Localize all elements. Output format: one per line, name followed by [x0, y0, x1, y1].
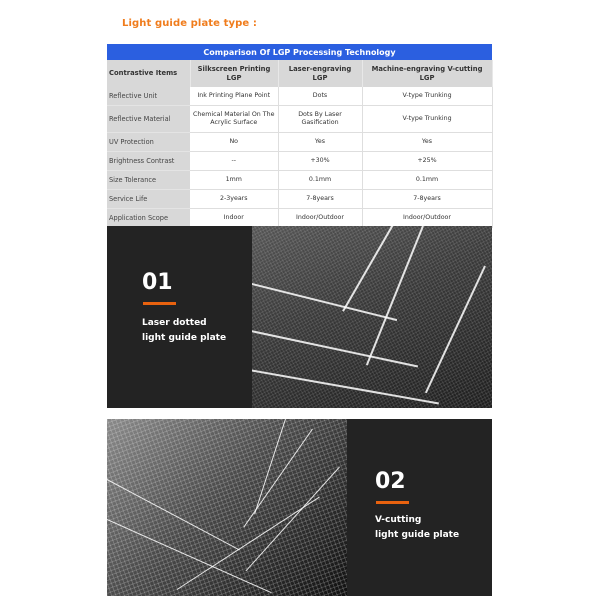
accent-bar: [143, 302, 176, 305]
cell-laser: 0.1mm: [278, 171, 362, 190]
cell-silkscreen: Ink Printing Plane Point: [190, 87, 278, 106]
cell-vcut: 7-8years: [362, 190, 492, 209]
laser-dotted-plate-image: [252, 226, 492, 408]
table-title: Comparison Of LGP Processing Technology: [107, 44, 492, 60]
row-label: Application Scope: [107, 209, 190, 228]
header-silkscreen: Silkscreen Printing LGP: [190, 60, 278, 87]
caption-line-1: V-cutting: [375, 515, 422, 525]
row-label: Reflective Unit: [107, 87, 190, 106]
cell-silkscreen: 1mm: [190, 171, 278, 190]
table-row: [107, 190, 492, 209]
row-label: Brightness Contrast: [107, 152, 190, 171]
accent-bar: [376, 501, 409, 504]
cell-vcut: Indoor/Outdoor: [362, 209, 492, 228]
table-row: [107, 152, 492, 171]
row-label: Service Life: [107, 190, 190, 209]
cell-silkscreen: --: [190, 152, 278, 171]
header-contrastive-items: Contrastive Items: [107, 60, 190, 87]
comparison-table: [107, 44, 492, 228]
cell-laser: +30%: [278, 152, 362, 171]
cell-silkscreen: Chemical Material On The Acrylic Surface: [190, 106, 278, 133]
table-row: [107, 171, 492, 190]
panel-laser-dotted: [107, 226, 492, 408]
cell-vcut: V-type Trunking: [362, 87, 492, 106]
cell-vcut: V-type Trunking: [362, 106, 492, 133]
row-label: Reflective Material: [107, 106, 190, 133]
row-label: Size Tolerance: [107, 171, 190, 190]
cell-silkscreen: 2-3years: [190, 190, 278, 209]
panel-number: 02: [375, 469, 406, 494]
caption-line-1: Laser dotted: [142, 318, 207, 328]
row-label: UV Protection: [107, 133, 190, 152]
cell-laser: Indoor/Outdoor: [278, 209, 362, 228]
table-row: [107, 133, 492, 152]
cell-vcut: 0.1mm: [362, 171, 492, 190]
header-vcut: Machine-engraving V-cutting LGP: [362, 60, 492, 87]
cell-laser: Dots: [278, 87, 362, 106]
header-laser: Laser-engraving LGP: [278, 60, 362, 87]
panel-text-area: [107, 226, 252, 408]
cell-laser: Yes: [278, 133, 362, 152]
section-title: Light guide plate type :: [122, 18, 257, 29]
table-row: [107, 106, 492, 133]
cell-laser: Dots By Laser Gasification: [278, 106, 362, 133]
cell-vcut: Yes: [362, 133, 492, 152]
cell-vcut: +25%: [362, 152, 492, 171]
table-row: [107, 87, 492, 106]
panel-number: 01: [142, 270, 173, 295]
panel-text-area: [347, 419, 492, 596]
cell-silkscreen: Indoor: [190, 209, 278, 228]
table-row: [107, 209, 492, 228]
caption-line-2: light guide plate: [142, 333, 227, 343]
cell-laser: 7-8years: [278, 190, 362, 209]
cell-silkscreen: No: [190, 133, 278, 152]
v-cutting-plate-image: [107, 419, 347, 596]
caption-line-2: light guide plate: [375, 530, 460, 540]
panel-v-cutting: [107, 419, 492, 596]
